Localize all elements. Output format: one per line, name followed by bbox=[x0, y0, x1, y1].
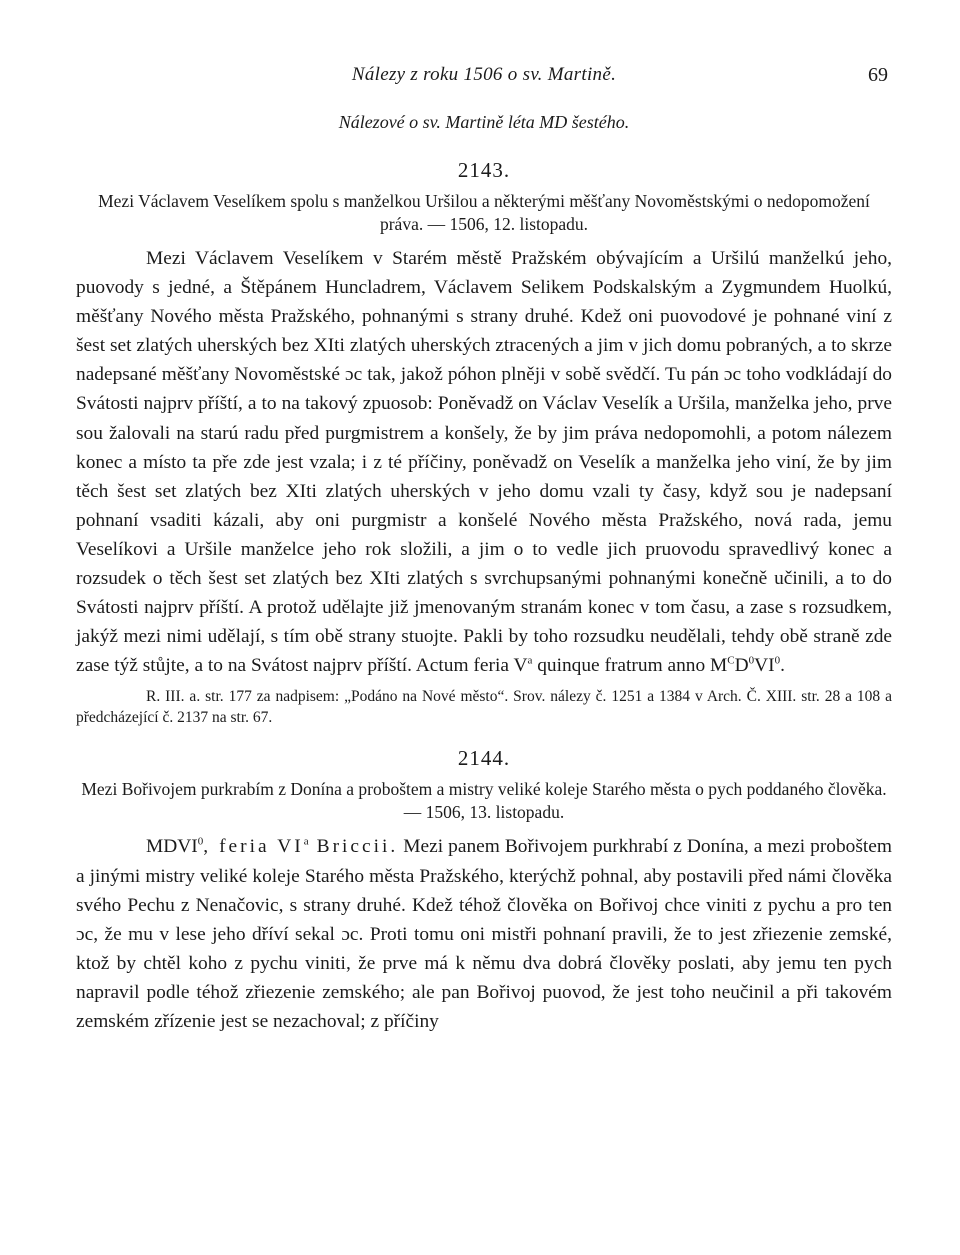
section-title: Nálezové o sv. Martině léta MD šestého. bbox=[338, 112, 630, 132]
entry-body-text: VI bbox=[754, 655, 775, 677]
entry-regest: Mezi Bořivojem purkrabím z Donína a proboštem a mistry veliké koleje Starého města o pych poddaného člověka. — 1506, 13. listopadu. bbox=[81, 779, 887, 823]
entry-body-text: . bbox=[780, 655, 785, 677]
superscript: 0 bbox=[774, 654, 781, 667]
entry-date: Briccii. bbox=[308, 836, 399, 858]
running-head bbox=[76, 64, 892, 94]
entry-body bbox=[76, 832, 892, 1036]
superscript: a bbox=[303, 835, 309, 848]
entry-number: 2144. bbox=[457, 746, 511, 771]
entry-body-text: Mezi Václavem Veselíkem v Starém městě Pražském obývajícím a Uršilú manželkú jeho, puovody s jedné, a Štěpánem Huncladrem, Václavem Selikem Podskalským a Zygmundem Huolkú, měšťany Nového města Pražského, pohnanými s strany druhé. Kdež oni puovodové je pohnané viní z šest set zlatých uherských bez XIti zlatých uherských ztracených a jim v jich domu pobraných, a to skrze nadepsané měšťany Novoměstské ɔc tak, jakož póhon plněji v sobě svědčí. Tu pán ɔc toho vodkládají do Svátosti najprv příští, a to na takový zpuosob: Poněvadž on Václav Veselík a Uršila, manželka jeho, prve sou žalovali na starú radu před purgmistrem a konšely, že by jim práva nedopomohli, a potom nálezem konec a místo ta pře zde jest vzala; i z té příčiny, poněvadž on Veselík a manželka jeho viní, že by jim těch šest set zlatých bez XIti zlatých uherských v jeho domu vzali ty časy, když sou je nadepsaní pohnaní vsaditi kázali, aby oni purgmistr a konšelé Nového města Pražského, nová rada, jemu Veselíkovi a Uršile manželce jeho rok složili, a jim o to vedle jich pruovodu spravedlivý konec a rozsudek o těch šest set zlatých bez XIti zlatých s svrchupsanými pohnanými konečně učinili, a to do Svátosti najprv příští. A protož udělajte již jmenovaným stranám konec v tom času, a zase s rozsudkem, jakýž mezi nimi udělají, s tím obě strany stuojte. Pakli by toho rozsudku neudělali, tehdy obě straně zde zase týž stůjte, a to na Svátost najprv příští. Actum feria V bbox=[76, 248, 892, 677]
page-number: 69 bbox=[868, 64, 888, 86]
superscript: 0 bbox=[748, 654, 755, 667]
document-page bbox=[76, 64, 892, 1036]
entry-number: 2143. bbox=[457, 158, 511, 182]
entry-body-text: quinque fratrum anno M bbox=[532, 655, 728, 677]
entry-body-text: Mezi panem Bořivojem purkhrabí z Donína, a mezi proboštem a jinými mistry veliké koleje Starého města Pražského, kterýchž pohnal, aby postavili před námi člověka svého Pechu z Nenačovic, s strany druhé. Kdež téhož člověka on Bořivoj chce viniti z pychu a pro ten ɔc, že mu v lese jeho dříví sekal ɔc. Proti tomu oni mistři pohnaní pravili, že to jest zřiezenie zemské, ktož by chtěl koho z pychu viniti, že prve má k němu dva dobrá člověky poslati, aby jemu ten pych napravil podle téhož zřiezenie zemského; ale pan Bořivoj puovod, že jest toho neučinil a při takovém zemském zřízenie jest se nezachoval; z příčiny bbox=[76, 836, 892, 1032]
entry-date: MDVI bbox=[146, 836, 198, 858]
superscript: a bbox=[527, 654, 533, 667]
superscript: C bbox=[727, 654, 735, 667]
running-title: Nálezy z roku 1506 o sv. Martině. bbox=[351, 64, 617, 85]
entry-date: , feria VI bbox=[203, 836, 304, 858]
entry-body-text: D bbox=[734, 655, 749, 677]
entry-regest: Mezi Václavem Veselíkem spolu s manželkou Uršilou a některými měšťany Novoměstskými o nedopomožení práva. — 1506, 12. listopadu. bbox=[98, 191, 870, 234]
entry-body bbox=[76, 244, 892, 680]
superscript: 0 bbox=[197, 835, 204, 848]
source-note: R. III. a. str. 177 za nadpisem: „Podáno na Nové město“. Srov. nálezy č. 1251 a 1384 v Arch. Č. XIII. str. 28 a 108 a předcházející č. 2137 na str. 67. bbox=[76, 688, 892, 727]
